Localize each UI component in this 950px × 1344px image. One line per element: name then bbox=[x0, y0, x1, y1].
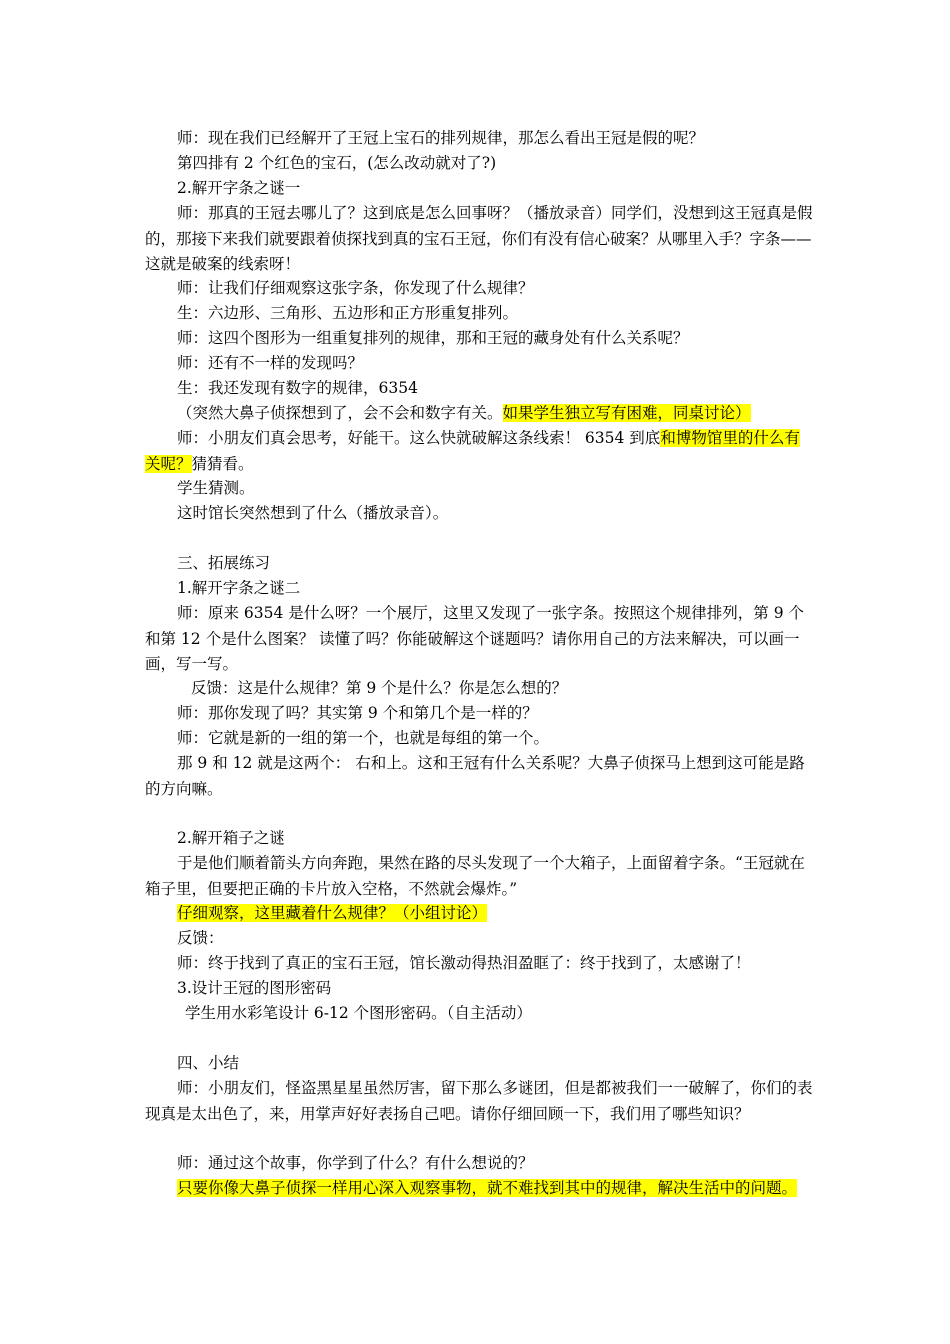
highlighted-text: 仔细观察，这里藏着什么规律？（小组讨论） bbox=[177, 904, 488, 922]
paragraph: 反馈：这是什么规律？第 9 个是什么？你是怎么想的？ bbox=[191, 679, 568, 697]
paragraph: 师：这四个图形为一组重复排列的规律，那和王冠的藏身处有什么关系呢？ bbox=[177, 329, 689, 347]
section-subheading: 2.解开字条之谜一 bbox=[177, 179, 301, 197]
text-run: 师：小朋友们真会思考，好能干。这么快就破解这条线索！ 6354 到底 bbox=[177, 429, 661, 447]
paragraph: 师：那真的王冠去哪儿了？这到底是怎么回事呀？（播放录音）同学们，没想到这王冠真是假的，那接下来我们就要跟着侦探找到真的宝石王冠，你们有没有信心破案？从哪里入手？字条——这就是破案的线索呀！ bbox=[145, 204, 813, 273]
paragraph: 生：六边形、三角形、五边形和正方形重复排列。 bbox=[177, 304, 519, 322]
section-subheading: 1.解开字条之谜二 bbox=[177, 579, 301, 597]
paragraph bbox=[145, 426, 813, 477]
highlighted-text: 和博物馆里的什么有关呢？ bbox=[145, 429, 800, 473]
paragraph: 师：终于找到了真正的宝石王冠，馆长激动得热泪盈眶了：终于找到了，太感谢了！ bbox=[177, 954, 751, 972]
paragraph: 师：它就是新的一组的第一个，也就是每组的第一个。 bbox=[177, 729, 550, 747]
highlighted-text: 只要你像大鼻子侦探一样用心深入观察事物，就不难找到其中的规律，解决生活中的问题。 bbox=[177, 1179, 798, 1197]
paragraph: 师：小朋友们，怪盗黑星星虽然厉害，留下那么多谜团，但是都被我们一一破解了，你们的表现真是太出色了，来，用掌声好好表扬自己吧。请你仔细回顾一下，我们用了哪些知识？ bbox=[145, 1079, 813, 1123]
paragraph: 第四排有 2 个红色的宝石，(怎么改动就对了?) bbox=[177, 154, 497, 172]
paragraph bbox=[145, 401, 813, 427]
paragraph: 师：让我们仔细观察这张字条，你发现了什么规律？ bbox=[177, 279, 534, 297]
paragraph: 反馈： bbox=[177, 929, 224, 947]
paragraph: 生：我还发现有数字的规律，6354 bbox=[177, 379, 418, 397]
text-run: 猜猜看。 bbox=[191, 454, 254, 473]
paragraph bbox=[145, 901, 813, 927]
section-subheading: 3.设计王冠的图形密码 bbox=[177, 979, 332, 997]
paragraph: 于是他们顺着箭头方向奔跑，果然在路的尽头发现了一个大箱子，上面留着字条。“王冠就在箱子里，但要把正确的卡片放入空格，不然就会爆炸。” bbox=[145, 854, 805, 898]
paragraph: 那 9 和 12 就是这两个： 右和上。这和王冠有什么关系呢？大鼻子侦探马上想到这可能是路的方向嘛。 bbox=[145, 754, 805, 798]
section-heading: 三、拓展练习 bbox=[177, 554, 271, 572]
paragraph bbox=[145, 1176, 813, 1202]
paragraph: 师：原来 6354 是什么呀？一个展厅，这里又发现了一张字条。按照这个规律排列，第 9 个和第 12 个是什么图案？ 读懂了吗？你能破解这个谜题吗？请你用自己的方法来解决，可以画一画，写一写。 bbox=[145, 604, 805, 673]
text-run: （突然大鼻子侦探想到了，会不会和数字有关。 bbox=[177, 404, 503, 422]
section-heading: 四、小结 bbox=[177, 1054, 240, 1072]
paragraph: 师：那你发现了吗？其实第 9 个和第几个是一样的？ bbox=[177, 704, 538, 722]
paragraph: 师：现在我们已经解开了王冠上宝石的排列规律，那怎么看出王冠是假的呢？ bbox=[177, 129, 705, 147]
highlighted-text: 如果学生独立写有困难，同桌讨论） bbox=[502, 404, 751, 422]
paragraph: 这时馆长突然想到了什么（播放录音）。 bbox=[177, 504, 449, 522]
section-subheading: 2.解开箱子之谜 bbox=[177, 829, 285, 847]
paragraph: 师：通过这个故事，你学到了什么？有什么想说的？ bbox=[177, 1154, 534, 1172]
paragraph: 学生用水彩笔设计 6-12 个图形密码。（自主活动） bbox=[185, 1004, 532, 1022]
paragraph: 学生猜测。 bbox=[177, 479, 255, 497]
paragraph: 师：还有不一样的发现吗？ bbox=[177, 354, 364, 372]
